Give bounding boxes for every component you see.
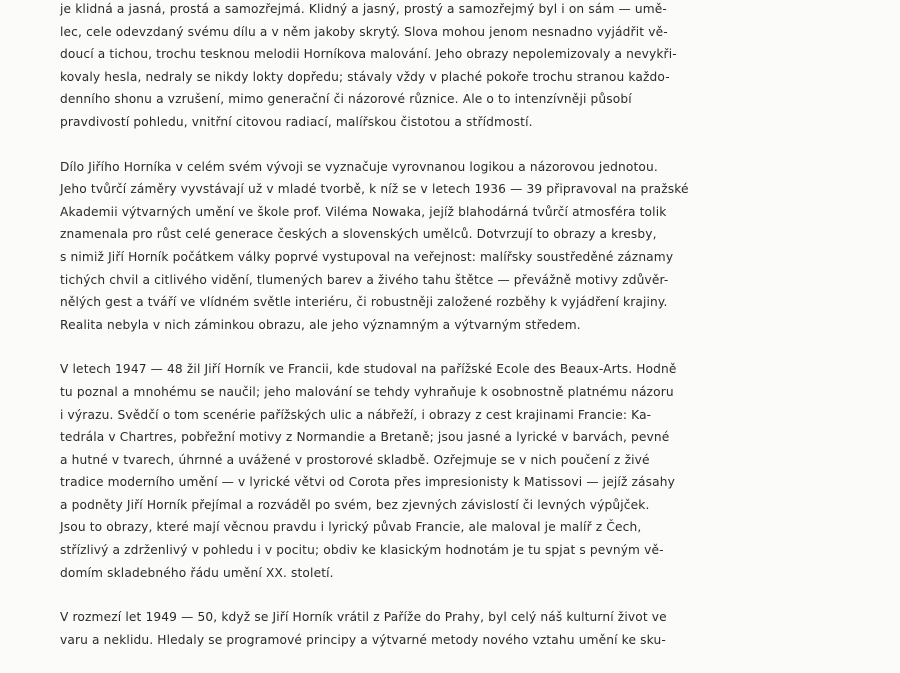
text-line: tu poznal a mnohému se naučil; jeho malování se tehdy vyhraňuje k osobnostně platnému názoru <box>60 384 674 399</box>
text-line: s nimiž Jiří Horník počátkem války poprvé vystupoval na veřejnost: malířsky soustředěné záznamy <box>60 249 674 264</box>
text-line: znamenala pro růst celé generace českých a slovenských umělců. Dotvrzují to obrazy a kresby, <box>60 227 657 242</box>
text-line: nělých gest a tváří ve vlídném světle interiéru, či robustněji založené rozběhy k vyjádření krajiny. <box>60 295 668 310</box>
text-line: Akademii výtvarných umění ve škole prof. Viléma Nowaka, jejíž blahodárná tvůrčí atmosféra tolik <box>60 204 667 219</box>
text-line: i výrazu. Svědčí o tom scenérie pařížských ulic a nábřeží, i obrazy z cest krajinami Francie: Ka- <box>60 407 652 422</box>
text-line: tedrála v Chartres, pobřežní motivy z Normandie a Bretaně; jsou jasné a lyrické v barvách, pevné <box>60 430 670 445</box>
paragraph-3 <box>60 358 677 584</box>
text-line: je klidná a jasná, prostá a samozřejmá. Klidný a jasný, prostý a samozřejmý byl i on sám — umě- <box>60 2 667 16</box>
text-line: lec, cele odevzdaný svému dílu a v něm jakoby skrytý. Slova mohou jenom nesnadno vyjádřit vě- <box>60 24 668 39</box>
text-line: pravdivostí pohledu, vnitřní citovou radiací, malířskou čistotou a střídmostí. <box>60 114 533 129</box>
text-line: tichých chvil a citlivého vidění, tlumených barev a živého tahu štětce — převážně motivy zdůvěr- <box>60 272 669 287</box>
text-line: Jsou to obrazy, které mají věcnou pravdu i lyrický půvab Francie, ale maloval je malíř z Čech, <box>60 520 642 535</box>
text-line: střízlivý a zdrženlivý v pohledu i v pocitu; obdiv ke klasickým hodnotám je tu spjat s pevným vě- <box>60 543 664 558</box>
text-line: Jeho tvůrčí záměry vyvstávají už v mladé tvorbě, k níž se v letech 1936 — 39 připravoval na pražské <box>60 182 689 197</box>
paragraph-1 <box>60 0 677 134</box>
text-line: a podněty Jiří Horník přejímal a rozváděl po svém, bez zjevných závislostí či levných výpůjček. <box>60 497 650 512</box>
text-line: V rozmezí let 1949 — 50, když se Jiří Horník vrátil z Paříže do Prahy, byl celý náš kulturní život ve <box>60 610 667 625</box>
text-line: Realita nebyla v nich záminkou obrazu, ale jeho významným a výtvarným středem. <box>60 317 581 332</box>
text-line: denního shonu a vzrušení, mimo generační či názorové různice. Ale o to intenzívněji působí <box>60 92 632 107</box>
text-line: a hutné v tvarech, úhrnné a uvážené v prostorové skladbě. Ozřejmuje se v nich poučení z živé <box>60 452 650 467</box>
text-line: tradice moderního umění — v lyrické větvi od Corota přes impresionisty k Matissovi — jejíž zásahy <box>60 475 676 490</box>
text-line: kovaly hesla, nedraly se nikdy lokty dopředu; stávaly vždy v plaché pokoře trochu stranou každo- <box>60 69 670 84</box>
text-line: Dílo Jiřího Horníka v celém svém vývoji se vyznačuje vyrovnanou logikou a názorovou jednotou. <box>60 159 658 174</box>
text-line: domím skladebného řádu umění XX. století. <box>60 565 334 580</box>
paragraph-2 <box>60 156 689 337</box>
text-line: varu a neklidu. Hledaly se programové principy a výtvarné metody nového vztahu umění ke sku- <box>60 632 666 647</box>
text-line: V letech 1947 — 48 žil Jiří Horník ve Francii, kde studoval na pařížské Ecole des Beaux-Arts. Hodně <box>60 362 677 377</box>
text-line: doucí a tichou, trochu tesknou melodii Horníkova malování. Jeho obrazy nepolemizovaly a nevykři- <box>60 47 677 62</box>
paragraph-4 <box>60 606 667 651</box>
body-text <box>60 0 689 673</box>
